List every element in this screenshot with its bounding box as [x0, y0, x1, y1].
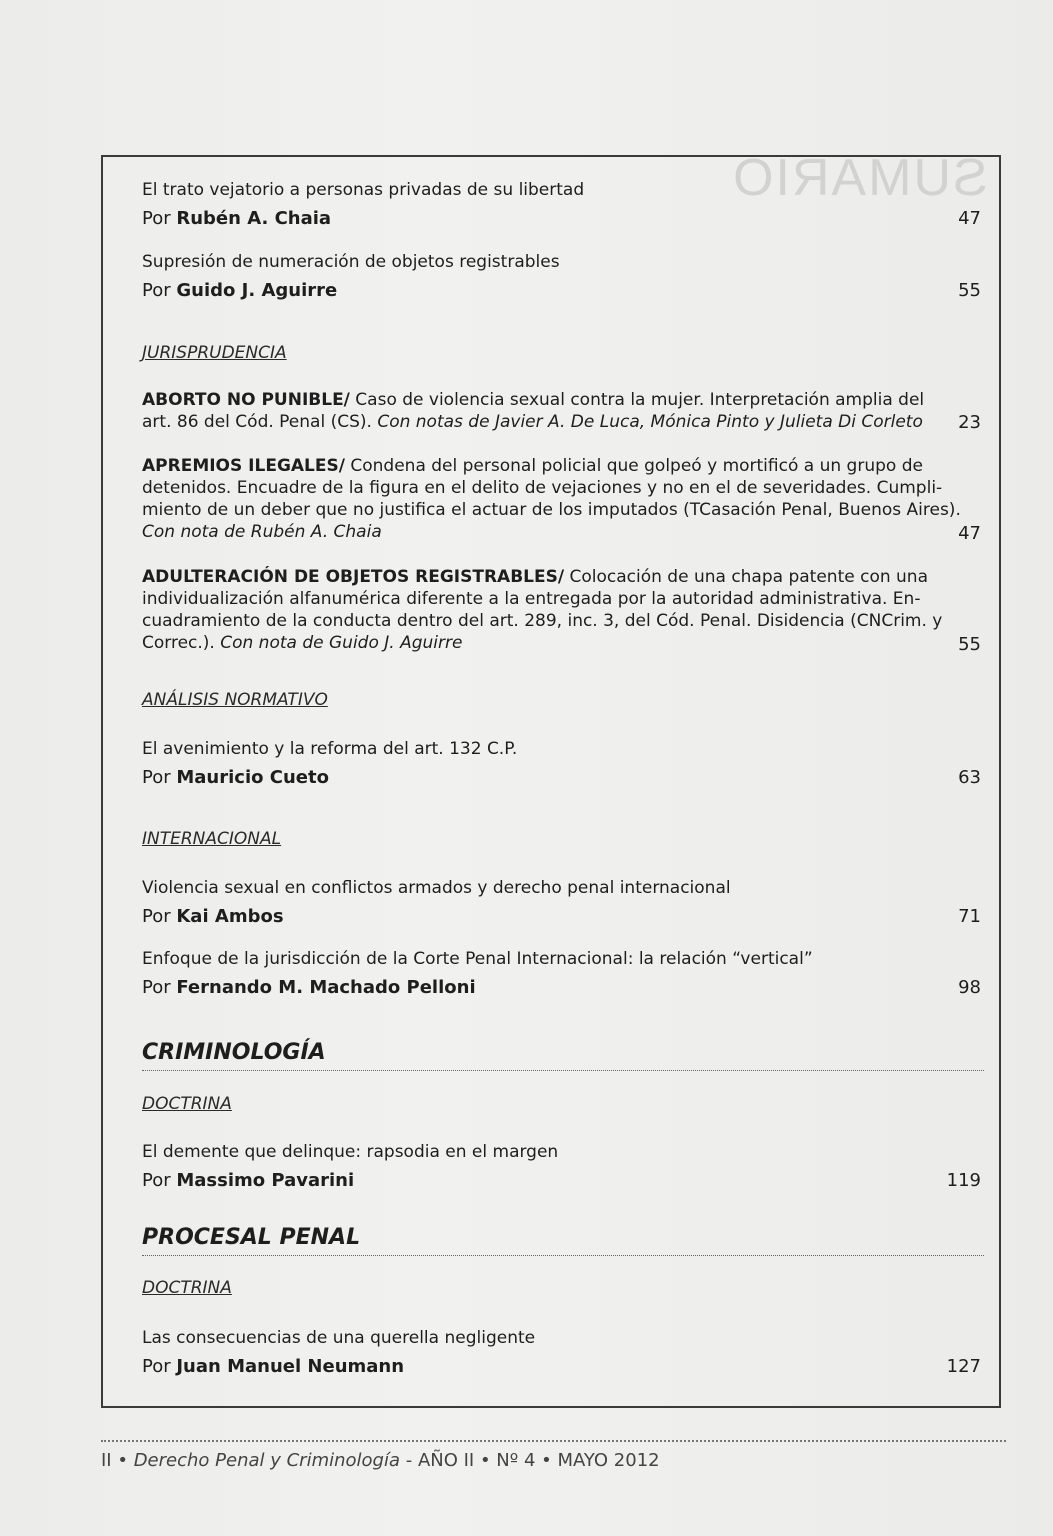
toc-entry-page: 71 [958, 906, 981, 927]
toc-entry-page: 55 [958, 634, 981, 655]
toc-entry-author: Por Guido J. Aguirre [142, 280, 338, 301]
toc-entry-author: Por Rubén A. Chaia [142, 208, 332, 229]
toc-entry-title[interactable]: Supresión de numeración de objetos registrables [142, 252, 560, 272]
toc-entry-page: 55 [958, 280, 981, 301]
toc-entry-page: 127 [946, 1356, 981, 1377]
heading-divider [142, 1070, 984, 1071]
footer-journal-title: Derecho Penal y Criminología [133, 1450, 400, 1471]
footer-issue: - AÑO II • Nº 4 • MAYO 2012 [400, 1450, 660, 1471]
toc-entry-jurisprudence[interactable]: ADULTERACIÓN DE OBJETOS REGISTRABLES/ Colocación de una chapa patente con una individualización alfanumérica diferente a la entregada por la autoridad administrativa. En- cuadramiento de la conducta dentro del art. 289, inc. 3, del Cód. Penal. Disidencia (CNCrim. y Correc.). Con nota de Guido J. Aguirre [142, 567, 943, 653]
toc-entry-title[interactable]: El avenimiento y la reforma del art. 132 C.P. [142, 739, 518, 759]
toc-entry-author: Por Juan Manuel Neumann [142, 1356, 405, 1377]
heading-divider [142, 1255, 984, 1256]
toc-entry-title[interactable]: El demente que delinque: rapsodia en el margen [142, 1142, 559, 1162]
toc-entry-title[interactable]: Enfoque de la jurisdicción de la Corte Penal Internacional: la relación “vertical” [142, 949, 813, 969]
toc-entry-page: 119 [946, 1170, 981, 1191]
toc-entry-author: Por Massimo Pavarini [142, 1170, 355, 1191]
toc-entry-jurisprudence[interactable]: ABORTO NO PUNIBLE/ Caso de violencia sexual contra la mujer. Interpretación amplia del art. 86 del Cód. Penal (CS). Con notas de Javier A. De Luca, Mónica Pinto y Julieta Di Corleto [142, 390, 925, 432]
page-footer: II • Derecho Penal y Criminología - AÑO II • Nº 4 • MAYO 2012 [101, 1450, 660, 1471]
toc-entry-title[interactable]: Violencia sexual en conflictos armados y derecho penal internacional [142, 878, 731, 898]
toc-entry-page: 47 [958, 523, 981, 544]
section-label-jurisprudencia: JURISPRUDENCIA [142, 343, 287, 363]
toc-entry-title[interactable]: El trato vejatorio a personas privadas de su libertad [142, 180, 585, 200]
section-label-internacional: INTERNACIONAL [142, 829, 282, 849]
toc-entry-author: Por Fernando M. Machado Pelloni [142, 977, 476, 998]
toc-entry-page: 23 [958, 412, 981, 433]
bleed-through-heading: SUMARIO [731, 149, 988, 207]
section-label-doctrina: DOCTRINA [142, 1278, 232, 1298]
section-heading-procesal-penal: PROCESAL PENAL [142, 1225, 361, 1250]
section-label-analisis-normativo: ANÁLISIS NORMATIVO [142, 690, 328, 710]
entry-caps: ABORTO NO PUNIBLE/ [142, 390, 350, 410]
toc-entry-author: Por Kai Ambos [142, 906, 284, 927]
section-label-doctrina: DOCTRINA [142, 1094, 232, 1114]
section-heading-criminologia: CRIMINOLOGÍA [142, 1040, 326, 1065]
toc-entry-jurisprudence[interactable]: APREMIOS ILEGALES/ Condena del personal policial que golpeó y mortificó a un grupo de detenidos. Encuadre de la figura en el delito de vejaciones y no en el de severidades. Cumpli- miento de un deber que no justifica el actuar de los imputados (TCasación Penal, Buenos Aires). Con nota de Rubén A. Chaia [142, 456, 961, 542]
footer-page-number: II [101, 1450, 112, 1471]
toc-entry-title[interactable]: Las consecuencias de una querella negligente [142, 1328, 536, 1348]
toc-entry-author: Por Mauricio Cueto [142, 767, 329, 788]
toc-entry-page: 98 [958, 977, 981, 998]
toc-entry-page: 47 [958, 208, 981, 229]
toc-entry-page: 63 [958, 767, 981, 788]
footer-divider [101, 1440, 1006, 1442]
